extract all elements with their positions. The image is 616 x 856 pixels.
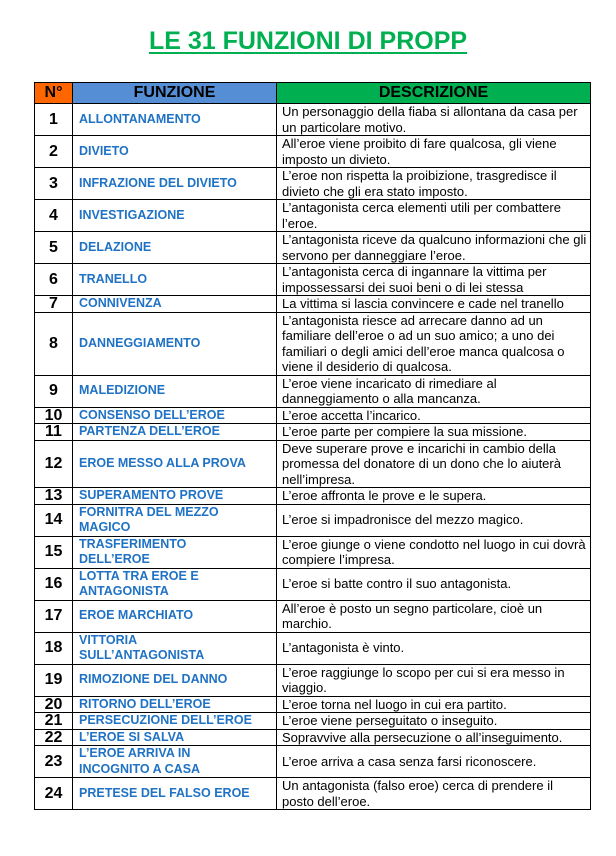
function-description: L’eroe si batte contro il suo antagonista. (277, 568, 591, 600)
function-name (73, 104, 277, 136)
function-number: 24 (35, 778, 73, 810)
function-name-text: LOTTA TRA EROE E ANTAGONISTA (79, 568, 199, 598)
function-number: 6 (35, 264, 73, 296)
function-name (73, 713, 277, 730)
function-name (73, 729, 277, 746)
table-row (35, 746, 591, 778)
function-number: 19 (35, 664, 73, 696)
table-row (35, 536, 591, 568)
header-number: N° (35, 83, 73, 104)
function-number: 4 (35, 200, 73, 232)
table-row (35, 104, 591, 136)
function-name-text: INFRAZIONE DEL DIVIETO (79, 175, 237, 190)
table-row (35, 168, 591, 200)
function-number: 15 (35, 536, 73, 568)
table-row (35, 488, 591, 505)
table-row (35, 729, 591, 746)
function-name (73, 407, 277, 424)
function-description: All’eroe viene proibito di fare qualcosa, gli viene imposto un divieto. (277, 136, 591, 168)
function-description: L’antagonista riceve da qualcuno informazioni che gli servono per danneggiare l’eroe. (277, 232, 591, 264)
function-name-text: DELAZIONE (79, 239, 152, 254)
function-number: 7 (35, 296, 73, 313)
function-description: La vittima si lascia convincere e cade nel tranello (277, 296, 591, 313)
function-description: L’eroe non rispetta la proibizione, trasgredisce il divieto che gli era stato imposto. (277, 168, 591, 200)
table-header-row (35, 83, 591, 104)
function-number: 23 (35, 746, 73, 778)
function-number: 14 (35, 504, 73, 536)
table-row (35, 264, 591, 296)
function-name (73, 504, 277, 536)
function-description: Sopravvive alla persecuzione o all’inseguimento. (277, 729, 591, 746)
function-number: 5 (35, 232, 73, 264)
function-name (73, 632, 277, 664)
function-description: L’eroe viene incaricato di rimediare al danneggiamento o alla mancanza. (277, 375, 591, 407)
function-name-text: SUPERAMENTO PROVE (79, 488, 224, 502)
function-description: L’antagonista riesce ad arrecare danno ad un familiare dell’eroe o ad un suo amico; a uno dei familiari o degli amici dell’eroe manca qualcosa o viene il desiderio di qualcosa. (277, 312, 591, 375)
title-text: LE 31 FUNZIONI DI PROPP (148, 27, 468, 55)
table-row (35, 296, 591, 313)
function-name-text: VITTORIA SULL’ANTAGONISTA (79, 632, 205, 662)
function-number: 9 (35, 375, 73, 407)
table-row (35, 312, 591, 375)
function-number: 8 (35, 312, 73, 375)
function-description: L’eroe affronta le prove e le supera. (277, 488, 591, 505)
function-description: L’eroe accetta l’incarico. (277, 407, 591, 424)
function-description: L’antagonista cerca di ingannare la vittima per impossessarsi dei suoi beni o di lei stessa (277, 264, 591, 296)
function-description: L’eroe raggiunge lo scopo per cui si era messo in viaggio. (277, 664, 591, 696)
function-description: L’eroe viene perseguitato o inseguito. (277, 713, 591, 730)
function-name (73, 136, 277, 168)
function-name (73, 778, 277, 810)
function-number: 18 (35, 632, 73, 664)
function-name-text: MALEDIZIONE (79, 383, 166, 398)
function-name-text: ALLONTANAMENTO (79, 111, 201, 126)
function-name-text: PRETESE DEL FALSO EROE (79, 785, 250, 800)
table-row (35, 136, 591, 168)
function-name-text: DIVIETO (79, 143, 129, 158)
function-name-text: CONNIVENZA (79, 296, 162, 310)
function-name (73, 424, 277, 441)
function-description: L’eroe torna nel luogo in cui era partito. (277, 696, 591, 713)
function-description: Deve superare prove e incarichi in cambio della promessa del donatore di un dono che lo aiuterà nell’impresa. (277, 440, 591, 488)
table-row (35, 600, 591, 632)
function-number: 3 (35, 168, 73, 200)
function-name-text: TRANELLO (79, 271, 148, 286)
function-name (73, 440, 277, 488)
table-row (35, 407, 591, 424)
function-name-text: FORNITRA DEL MEZZO MAGICO (79, 504, 219, 534)
propp-functions-table (34, 82, 591, 810)
function-name-text: L’EROE ARRIVA IN INCOGNITO A CASA (79, 746, 201, 776)
function-name (73, 696, 277, 713)
function-name (73, 296, 277, 313)
function-name-text: DANNEGGIAMENTO (79, 335, 201, 350)
function-number: 13 (35, 488, 73, 505)
function-name-text: L’EROE SI SALVA (79, 729, 185, 744)
function-description: Un antagonista (falso eroe) cerca di prendere il posto dell’eroe. (277, 778, 591, 810)
header-function: FUNZIONE (73, 83, 277, 104)
function-description: All’eroe è posto un segno particolare, cioè un marchio. (277, 600, 591, 632)
function-name-text: PERSECUZIONE DELL’EROE (79, 713, 252, 727)
function-name (73, 312, 277, 375)
function-name (73, 568, 277, 600)
table-row (35, 778, 591, 810)
function-name (73, 488, 277, 505)
table-row (35, 200, 591, 232)
function-name (73, 536, 277, 568)
function-name-text: EROE MESSO ALLA PROVA (79, 456, 246, 470)
function-name-text: EROE MARCHIATO (79, 608, 194, 623)
function-name (73, 664, 277, 696)
function-number: 17 (35, 600, 73, 632)
function-name-text: INVESTIGAZIONE (79, 207, 185, 222)
function-number: 16 (35, 568, 73, 600)
table-row (35, 713, 591, 730)
table-row (35, 375, 591, 407)
function-name-text: TRASFERIMENTO DELL’EROE (79, 536, 187, 566)
function-name (73, 375, 277, 407)
function-number: 20 (35, 696, 73, 713)
table-row (35, 232, 591, 264)
function-name (73, 168, 277, 200)
function-number: 12 (35, 440, 73, 488)
function-number: 22 (35, 729, 73, 746)
function-name (73, 600, 277, 632)
function-number: 21 (35, 713, 73, 730)
table-row (35, 632, 591, 664)
function-description: L’eroe si impadronisce del mezzo magico. (277, 504, 591, 536)
function-description: Un personaggio della fiaba si allontana da casa per un particolare motivo. (277, 104, 591, 136)
function-name (73, 200, 277, 232)
table-row (35, 696, 591, 713)
table-row (35, 440, 591, 488)
function-description: L’eroe arriva a casa senza farsi riconoscere. (277, 746, 591, 778)
function-number: 1 (35, 104, 73, 136)
function-description: L’eroe parte per compiere la sua missione. (277, 424, 591, 441)
function-description: L’eroe giunge o viene condotto nel luogo in cui dovrà compiere l’impresa. (277, 536, 591, 568)
function-name-text: RITORNO DELL’EROE (79, 696, 211, 711)
function-name (73, 232, 277, 264)
function-number: 10 (35, 407, 73, 424)
function-description: L’antagonista è vinto. (277, 632, 591, 664)
function-name-text: PARTENZA DELL’EROE (79, 424, 220, 438)
table-row (35, 504, 591, 536)
function-name-text: RIMOZIONE DEL DANNO (79, 672, 228, 687)
function-name-text: CONSENSO DELL’EROE (79, 407, 225, 422)
table-row (35, 424, 591, 441)
table-row (35, 664, 591, 696)
function-description: L’antagonista cerca elementi utili per combattere l’eroe. (277, 200, 591, 232)
page-title (0, 27, 616, 56)
table-row (35, 568, 591, 600)
function-number: 11 (35, 424, 73, 441)
function-number: 2 (35, 136, 73, 168)
header-description: DESCRIZIONE (277, 83, 591, 104)
function-name (73, 264, 277, 296)
function-name (73, 746, 277, 778)
